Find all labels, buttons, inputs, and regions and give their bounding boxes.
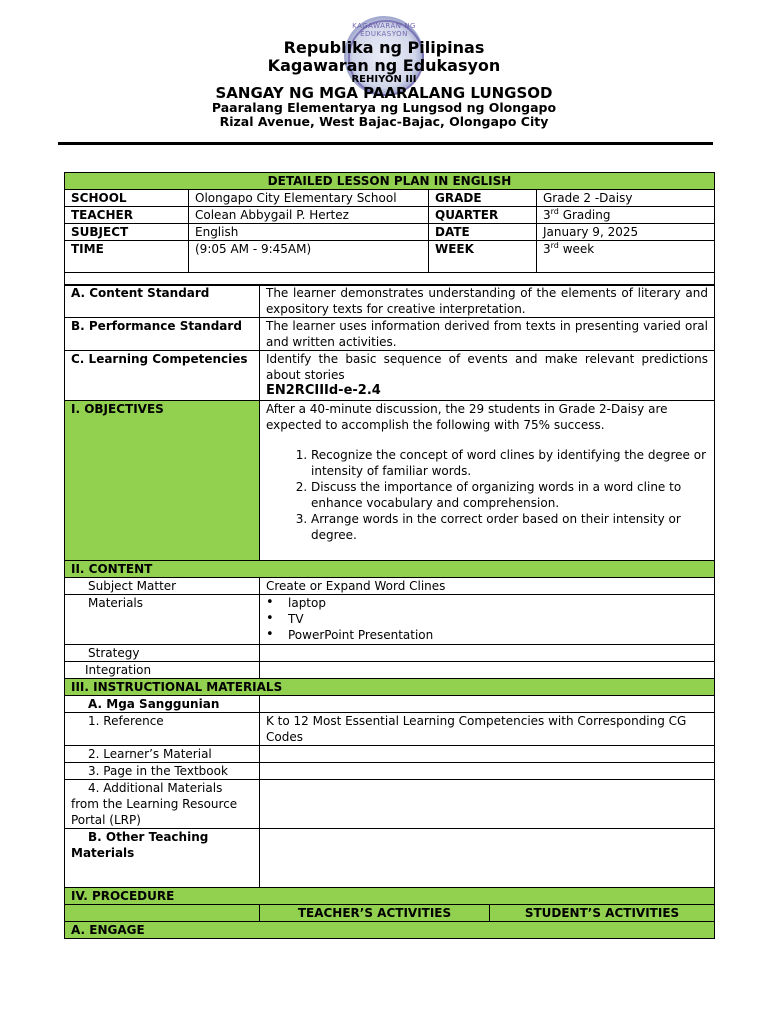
week-value: 3rd week — [537, 241, 715, 273]
mga-sanggunian-label: A. Mga Sanggunian — [65, 696, 260, 713]
quarter-label: QUARTER — [429, 207, 537, 224]
header-republic: Republika ng Pilipinas — [283, 38, 485, 57]
objectives-intro: After a 40-minute discussion, the 29 students in Grade 2-Daisy are expected to accomplish the following with 75% success. — [266, 402, 668, 432]
material-item: • PowerPoint Presentation — [266, 627, 708, 643]
additional-materials-label: 4. Additional Materials from the Learning Resource Portal (LRP) — [65, 780, 260, 829]
subject-value: English — [189, 224, 429, 241]
integration-value — [260, 662, 715, 679]
mga-sanggunian-value — [260, 696, 715, 713]
reference-label: 1. Reference — [65, 713, 260, 746]
header-divider — [58, 142, 713, 145]
performance-standard-text: The learner uses information derived from texts in presenting varied oral and written activities. — [260, 318, 715, 351]
teachers-activities-header: TEACHER’S ACTIVITIES — [260, 905, 490, 922]
objective-item: 3. Arrange words in the correct order based on their intensity or degree. — [311, 511, 708, 543]
header-address: Rizal Avenue, West Bajac-Bajac, Olongapo City — [219, 114, 549, 129]
materials-cell — [260, 595, 715, 645]
date-value: January 9, 2025 — [537, 224, 715, 241]
instructional-materials-header: III. INSTRUCTIONAL MATERIALS — [65, 679, 715, 696]
integration-label: Integration — [65, 662, 260, 679]
quarter-value: 3rd Grading — [537, 207, 715, 224]
reference-value: K to 12 Most Essential Learning Competencies with Corresponding CG Codes — [260, 713, 715, 746]
subject-label: SUBJECT — [65, 224, 189, 241]
content-section-header: II. CONTENT — [65, 561, 715, 578]
performance-standard-label: B. Performance Standard — [65, 318, 260, 351]
material-item: • TV — [266, 611, 708, 627]
learning-competencies-text: Identify the basic sequence of events and make relevant predictions about stories — [266, 352, 708, 382]
objectives-list — [266, 447, 708, 543]
date-label: DATE — [429, 224, 537, 241]
header-department: Kagawaran ng Edukasyon — [267, 56, 501, 75]
content-standard-label: A. Content Standard — [65, 285, 260, 318]
objective-item: 1. Recognize the concept of word clines by identifying the degree or intensity of familiar words. — [311, 447, 708, 479]
other-materials-label: B. Other Teaching Materials — [65, 829, 260, 888]
students-activities-header: STUDENT’S ACTIVITIES — [490, 905, 715, 922]
content-standard-text: The learner demonstrates understanding of the elements of literary and expository texts for creative interpretation. — [260, 285, 715, 318]
objectives-cell — [260, 401, 715, 561]
procedure-blank-cell — [65, 905, 260, 922]
school-label: SCHOOL — [65, 190, 189, 207]
teacher-label: TEACHER — [65, 207, 189, 224]
lesson-info-table — [64, 172, 715, 286]
teacher-value: Colean Abbygail P. Hertez — [189, 207, 429, 224]
learning-competencies-label: C. Learning Competencies — [65, 351, 260, 401]
strategy-label: Strategy — [65, 645, 260, 662]
grade-value: Grade 2 -Daisy — [537, 190, 715, 207]
subject-matter-value: Create or Expand Word Clines — [260, 578, 715, 595]
school-value: Olongapo City Elementary School — [189, 190, 429, 207]
procedure-header: IV. PROCEDURE — [65, 888, 715, 905]
learners-material-label: 2. Learner’s Material — [65, 746, 260, 763]
competency-code: EN2RCIIId-e-2.4 — [266, 383, 381, 398]
lesson-plan-title: DETAILED LESSON PLAN IN ENGLISH — [65, 173, 715, 190]
subject-matter-label: Subject Matter — [65, 578, 260, 595]
time-label: TIME — [65, 241, 189, 273]
objectives-label: I. OBJECTIVES — [65, 401, 260, 561]
engage-header: A. ENGAGE — [65, 922, 715, 939]
grade-label: GRADE — [429, 190, 537, 207]
document-header — [0, 0, 768, 150]
objective-item: 2. Discuss the importance of organizing words in a word cline to enhance vocabulary and comprehension. — [311, 479, 708, 511]
header-region: REHIYON III — [351, 74, 417, 85]
learners-material-value — [260, 746, 715, 763]
time-value: (9:05 AM - 9:45AM) — [189, 241, 429, 273]
header-school: Paaralang Elementarya ng Lungsod ng Olongapo — [211, 100, 557, 115]
learning-competencies-cell — [260, 351, 715, 401]
week-label: WEEK — [429, 241, 537, 273]
materials-label: Materials — [65, 595, 260, 645]
material-item: • laptop — [266, 595, 708, 611]
header-division: SANGAY NG MGA PAARALANG LUNGSOD — [215, 84, 553, 102]
strategy-value — [260, 645, 715, 662]
page-textbook-value — [260, 763, 715, 780]
other-materials-value — [260, 829, 715, 888]
lesson-plan-table — [64, 284, 715, 939]
deped-seal-text: KAGAWARAN NG EDUKASYON — [352, 22, 416, 38]
additional-materials-value — [260, 780, 715, 829]
materials-list — [266, 595, 708, 643]
page-textbook-label: 3. Page in the Textbook — [65, 763, 260, 780]
